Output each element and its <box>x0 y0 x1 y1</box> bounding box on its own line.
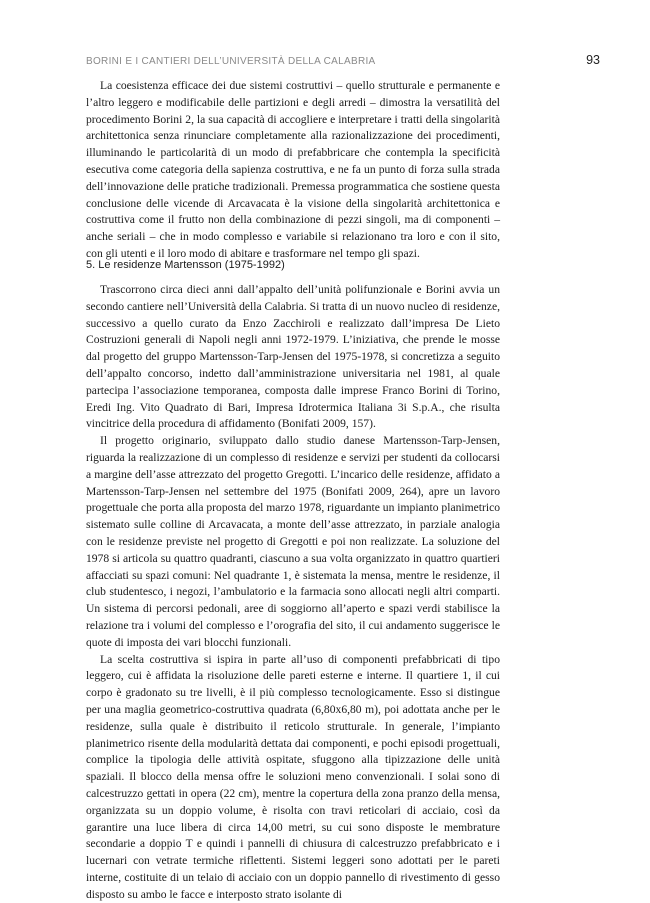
paragraph: La coesistenza efficace dei due sistemi costruttivi – quello strutturale e permanente e l’altro leggero e modificabile delle partizioni e degli arredi – dimostra la versatilità del procedimento Borini 2, la sua capacità di accoglierе e interpretare i tratti della singolarità architettonica senza rinunciare completamente alla razionalizzazione dei procedimenti, illuminando le particolarità di un modo di prefabbricare che contempla la specificità esecutiva come categoria della sapienza costruttiva, e ne fa un punto di forza sulla strada dell’innovazione delle pratiche tradizionali. Premessa programmatica che sostiene questa conclusione delle vicende di Arcavacata è la visione della singolarità architettonica e costruttiva come il frutto non della combinazione di pezzi singoli, ma di componenti – anche seriali – che in modo complesso e variabile si relazionano tra loro e con il sito, con gli utenti e il loro modo di abitare e trasformare nel tempo gli spazi. <box>86 79 500 260</box>
paragraph: Trascorrono circa dieci anni dall’appalto dell’unità polifunzionale e Borini avvia un secondo cantiere nell’Università della Calabria. Si tratta di un nuovo nucleo di residenze, successivo a quello curato da Enzo Zacchiroli e realizzato dall’impresa De Lieto Costruzioni generali di Napoli negli anni 1972-1979. L’iniziativa, che prende le mosse dal progetto del gruppo Martensson-Tarp-Jensen del 1975-1978, si concretizza a seguito dell’appalto concorso, indetto dall’amministrazione universitaria nel 1981, al quale partecipa l’associazione temporanea, composta dalle imprese Franco Borini di Torino, Eredi Ing. Vito Quadrato di Bari, Impresa Idrotermica Italiana 3i S.p.A., che risulta vincitrice della procedura di affidamento (Bonifati 2009, 157). <box>86 283 500 431</box>
section-body <box>86 282 500 903</box>
intro-text <box>86 78 500 263</box>
paragraph: La scelta costruttiva si ispira in parte all’uso di componenti prefabbricati di tipo leggero, cui è affidata la risoluzione delle pareti esterne e interne. Il quartiere 1, il cui corpo è gradonato su tre livelli, è il più complesso tecnologicamente. Esso si distingue per una maglia geometrico-costruttiva quadrata (6,80x6,80 m), poi adottata anche per le residenze, sulla quale è distribuito il reticolo strutturale. In generale, l’impianto planimetrico risente della modularità dettata dai componenti, e pochi episodi progettuali, complice la tipologia delle attività ospitate, sfuggono alla tipizzazione delle unità spaziali. Il blocco della mensa offre le soluzioni meno convenzionali. I solai sono di calcestruzzo gettati in opera (22 cm), mentre la copertura della zona pranzo della mensa, organizzata su un doppio volume, è risolta con travi reticolari di acciaio, così da garantire una luce libera di circa 14,00 metri, su cui sono disposte le membrature secondarie a doppio T e quindi i pannelli di chiusura di calcestruzzo prefabbricato e i lucernari con vetrate termiche riflettenti. Sistemi leggeri sono adottati per le pareti interne, costituite di un telaio di acciaio con un doppio pannello di rivestimento di gesso disposto su ambo le facce e interposto strato isolante di <box>86 652 500 901</box>
section-heading: 5. Le residenze Martensson (1975-1992) <box>86 259 285 271</box>
running-head: BORINI E I CANTIERI DELL’UNIVERSITÀ DELLA CALABRIA <box>86 56 376 67</box>
page-number: 93 <box>586 53 600 67</box>
paragraph: Il progetto originario, sviluppato dallo studio danese Martensson-Tarp-Jensen, riguarda la realizzazione di un complesso di residenze e servizi per studenti da collocarsi a margine dell’asse attrezzato del progetto Gregotti. L’incarico delle residenze, affidato a Martensson-Tarp-Jensen nel settembre del 1975 (Bonifati 2009, 264), apre un lavoro progettuale che porta alla proposta del marzo 1978, riguardante un impianto planimetrico sistemato sulle colline di Arcavacata, a monte dell’asse attrezzato, in parziale analogia con le residenze previste nel progetto di Gregotti e poi non realizzate. La soluzione del 1978 si articola su quattro quadranti, ciascuno a sua volta organizzato in quattro quartieri affacciati su spazi comuni: Nel quadrante 1, è sistemata la mensa, mentre le residenze, il club studentesco, i negozi, l’ambulatorio e la farmacia sono allocati negli altri comparti. Un sistema di percorsi pedonali, aree di soggiorno all’aperto e spazi verdi stabilisce la relazione tra i volumi del complesso e l’orografia del sito, il cui andamento suggerisce le quote di imposta dei vari blocchi funzionali. <box>86 434 501 649</box>
